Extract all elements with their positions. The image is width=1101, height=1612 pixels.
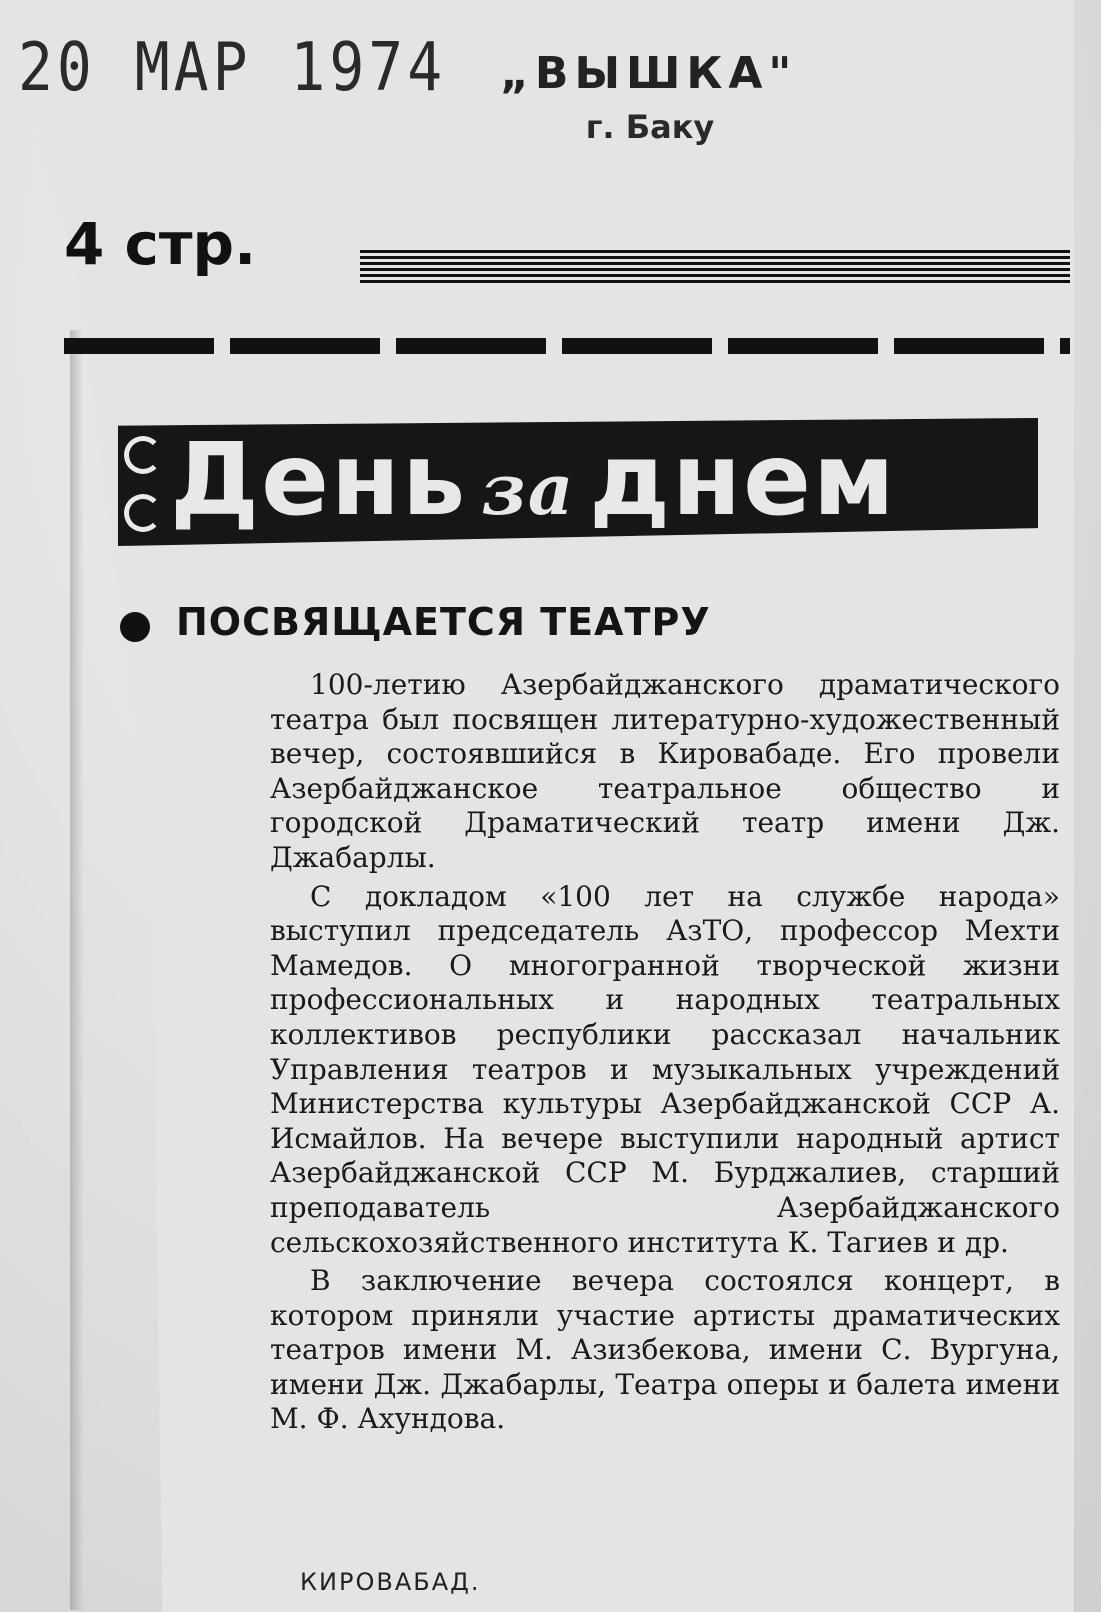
rubric-title — [170, 420, 1030, 540]
article-paragraph: С докладом «100 лет на службе народа» выступил председатель АзТО, профессор Мехти Мамедов. О многогранной творческой жизни профессиональных и народных театральных коллективов республики рассказал начальник Управления театров и музыкальных учреждений Министерства культуры Азербайджанской ССР А. Исмайлов. На вечере выступили народный артист Азербайджанской ССР М. Бурджалиев, старший преподаватель Азербайджанского сельскохозяйственного института К. Тагиев и др. — [270, 879, 1060, 1259]
page-header-rule — [360, 250, 1070, 284]
article-paragraph: В заключение вечера состоялся концерт, в котором приняли участие артисты драматических театров имени М. Азизбекова, имени С. Вургуна, имени Дж. Джабарлы, Театра оперы и балета имени М. Ф. Ахундова. — [270, 1264, 1060, 1436]
newspaper-city-stamp: г. Баку — [585, 108, 715, 146]
rubric-word-2: за — [481, 448, 576, 531]
article-headline: ПОСВЯЩАЕТСЯ ТЕАТРУ — [176, 600, 711, 644]
rubric-word-1: День — [170, 421, 468, 538]
section-dashed-rule — [64, 338, 1070, 354]
article-paragraph: 100-летию Азербайджанского драматического театра был посвящен литературно-художественный вечер, состоявшийся в Кировабаде. Его провели Азербайджанское театральное общество и городской Драматический театр имени Дж. Джабарлы. — [270, 668, 1060, 874]
page-number: 4 стр. — [64, 210, 257, 278]
notebook-rings-icon — [124, 436, 158, 536]
archive-date-stamp: 20 МАР 1974 — [18, 28, 447, 107]
article-dateline: КИРОВАБАД. — [300, 1568, 481, 1596]
headline-bullet-icon — [120, 612, 150, 642]
newspaper-name-stamp: „ВЫШКА" — [500, 48, 798, 99]
rubric-word-3: днем — [589, 421, 897, 538]
clipping-edge-shadow — [70, 330, 84, 1610]
article-body — [270, 668, 1060, 1441]
